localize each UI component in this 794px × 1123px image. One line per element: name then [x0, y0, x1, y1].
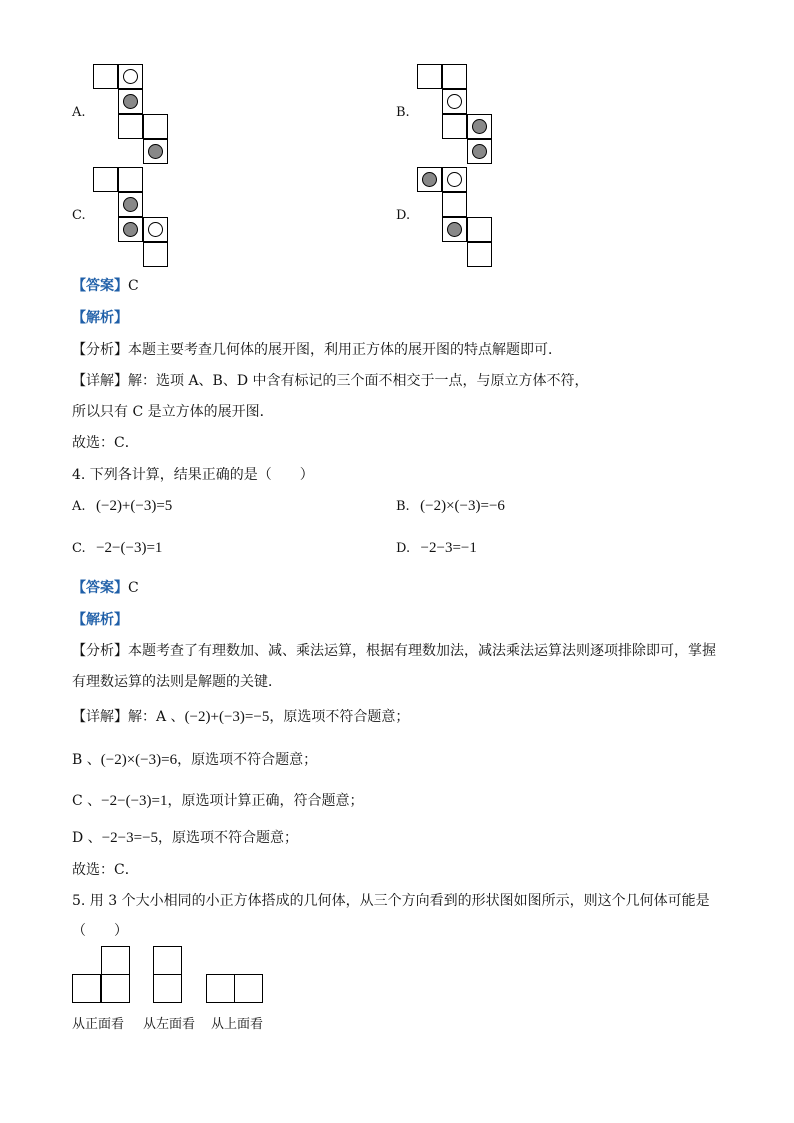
empty-circle-icon: [123, 69, 138, 84]
fenxi-text: 本题主要考查几何体的展开图，利用正方体的展开图的特点解题即可．: [128, 342, 562, 358]
q5-stem: 5. 用 3 个大小相同的小正方体搭成的几何体，从三个方向看到的形状图如图所示，则这个几何体可能是: [72, 893, 710, 909]
option-expression: (−2)×(−3)=−6: [420, 498, 505, 514]
q4-xiangjie-c: [72, 790, 364, 810]
option-expression: (−2)+(−3)=5: [95, 498, 173, 514]
option-c-label: C.: [72, 208, 86, 223]
answer-text: C: [128, 278, 139, 294]
q3-choice: 故选：C．: [72, 435, 139, 451]
option-label: C.: [72, 541, 86, 556]
filled-circle-icon: [472, 144, 487, 159]
front-view-caption: 从正面看: [72, 1017, 125, 1032]
q3-answer: [72, 275, 139, 295]
fenxi-tag: 【分析】: [72, 643, 128, 659]
filled-circle-icon: [472, 119, 487, 134]
step-prefix: 解：A 、: [128, 709, 185, 725]
step-prefix: B 、: [72, 752, 101, 768]
filled-circle-icon: [422, 172, 437, 187]
filled-circle-icon: [123, 197, 138, 212]
step-expression: (−2)+(−3)=−5: [184, 709, 270, 725]
q4-choice: 故选：C．: [72, 862, 139, 878]
q4-option-a: [72, 498, 172, 515]
option-d-label: D.: [396, 208, 411, 223]
step-suffix: ，原选项不符合题意；: [269, 709, 410, 725]
fenxi-line1: 本题考查了有理数加、减、乘法运算，根据有理数加法，减法乘法运算法则逐项排除即可，掌握: [128, 643, 716, 659]
answer-tag: 【答案】: [72, 278, 128, 294]
step-expression: −2−(−3)=1: [101, 793, 168, 809]
fenxi-tag: 【分析】: [72, 342, 128, 358]
filled-circle-icon: [447, 222, 462, 237]
q4-answer: [72, 577, 139, 597]
q4-option-b: [396, 498, 505, 515]
step-expression: (−2)×(−3)=6: [100, 752, 178, 768]
empty-circle-icon: [447, 172, 462, 187]
q5-paren: （ ）: [72, 923, 128, 939]
q3-analysis-tag: 【解析】: [72, 310, 128, 326]
empty-circle-icon: [447, 94, 462, 109]
q4-xiangjie-b: [72, 749, 317, 769]
q4-xiangjie-d: [72, 827, 298, 847]
left-view-caption: 从左面看: [143, 1017, 196, 1032]
q4-analysis-tag: 【解析】: [72, 612, 128, 628]
filled-circle-icon: [148, 144, 163, 159]
option-b-label: B.: [396, 105, 410, 120]
q3-fenxi: [72, 339, 562, 359]
step-suffix: ，原选项不符合题意；: [158, 830, 299, 846]
top-view-caption: 从上面看: [211, 1017, 264, 1032]
q3-xiangjie: [72, 370, 589, 390]
step-prefix: D 、: [72, 830, 102, 846]
option-label: B.: [396, 499, 410, 514]
option-label: A.: [72, 499, 86, 514]
xiangjie-tag: 【详解】: [72, 709, 128, 725]
option-label: D.: [396, 541, 411, 556]
xiangjie-line1: 解：选项 A、B、D 中含有标记的三个面不相交于一点，与原立方体不符，: [128, 373, 589, 389]
filled-circle-icon: [123, 222, 138, 237]
answer-tag: 【答案】: [72, 580, 128, 596]
option-a-label: A.: [72, 105, 86, 120]
xiangjie-tag: 【详解】: [72, 373, 128, 389]
option-expression: −2−3=−1: [420, 540, 477, 556]
q4-fenxi: [72, 640, 716, 660]
answer-text: C: [128, 580, 139, 596]
q4-option-c: [72, 540, 162, 557]
q3-xiangjie-line2: 所以只有 C 是立方体的展开图．: [72, 404, 274, 420]
step-expression: −2−3=−5: [101, 830, 159, 846]
empty-circle-icon: [148, 222, 163, 237]
q4-xiangjie-a: [72, 706, 409, 726]
step-suffix: ，原选项不符合题意；: [177, 752, 318, 768]
q4-fenxi-line2: 有理数运算的法则是解题的关键．: [72, 674, 282, 690]
q4-option-d: [396, 540, 477, 557]
step-suffix: ，原选项计算正确，符合题意；: [167, 793, 364, 809]
option-expression: −2−(−3)=1: [96, 540, 163, 556]
filled-circle-icon: [123, 94, 138, 109]
step-prefix: C 、: [72, 793, 102, 809]
q4-stem: 4. 下列各计算，结果正确的是（ ）: [72, 467, 314, 483]
